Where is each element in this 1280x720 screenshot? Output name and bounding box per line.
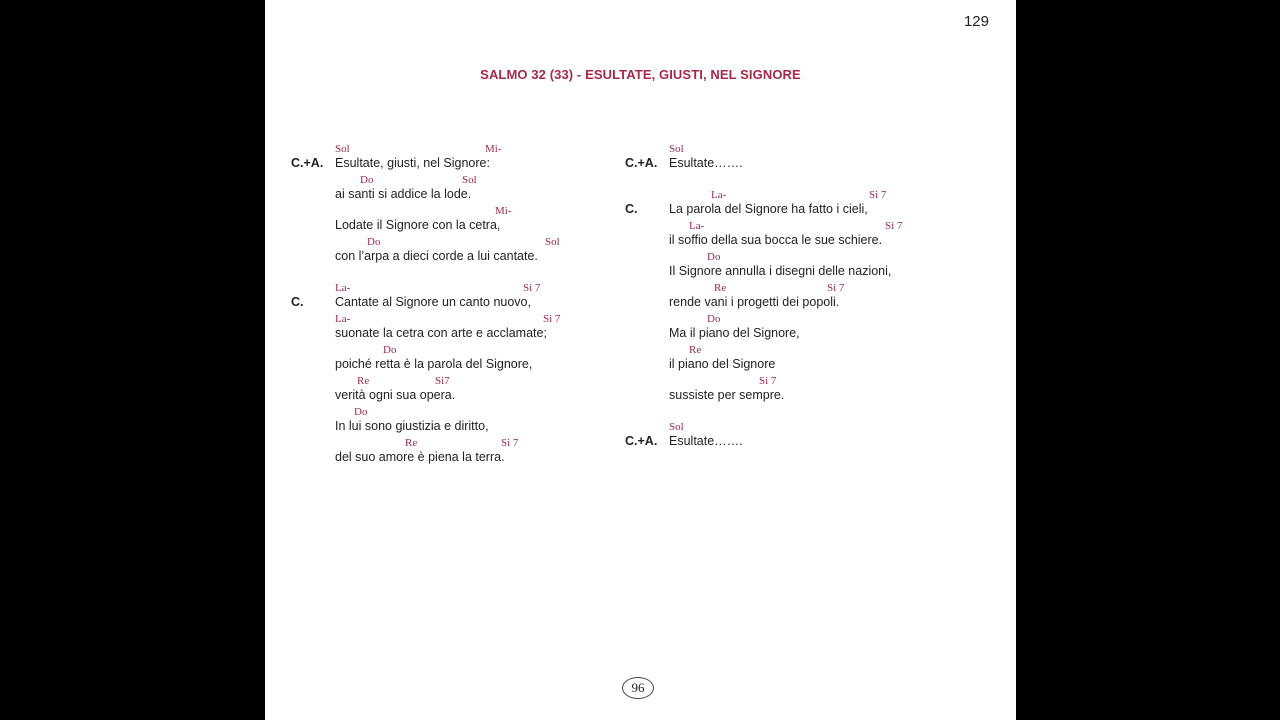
lyric-line <box>291 280 655 311</box>
stanza <box>625 141 999 172</box>
chord-label: Si 7 <box>869 189 887 201</box>
left-column <box>291 141 658 466</box>
lyric-line <box>335 404 655 435</box>
chord-row <box>669 218 999 232</box>
chord-label: Sol <box>669 143 684 155</box>
stanza <box>625 419 999 450</box>
chord-label: La- <box>711 189 727 201</box>
stanza <box>625 187 999 404</box>
chord-label: Do <box>354 406 368 418</box>
lyric-text: In lui sono giustizia e diritto, <box>335 419 489 433</box>
chord-row <box>669 187 999 201</box>
lyric-text: Esultate……. <box>669 434 743 448</box>
lyric-line <box>335 311 655 342</box>
chord-label: Do <box>367 236 381 248</box>
page-number-top: 129 <box>963 13 989 30</box>
chord-label: Do <box>707 313 721 325</box>
chord-row <box>335 342 655 356</box>
lyric-text: sussiste per sempre. <box>669 388 785 402</box>
lyric-text: il soffio della sua bocca le sue schiere. <box>669 233 883 247</box>
lyric-text: Esultate, giusti, nel Signore: <box>335 156 490 170</box>
lyric-line <box>335 434 658 466</box>
chord-row <box>669 141 999 155</box>
song-title: SALMO 32 (33) - ESULTATE, GIUSTI, NEL SIGNORE <box>480 67 801 82</box>
chord-label: Do <box>383 344 397 356</box>
chord-label: Si 7 <box>501 437 519 449</box>
lyric-line <box>625 141 999 172</box>
lyric-text: poiché retta è la parola del Signore, <box>335 357 533 371</box>
singer-role: C.+A. <box>625 156 658 170</box>
chord-row <box>669 342 999 356</box>
singer-role: C. <box>291 295 304 309</box>
lyric-text: suonate la cetra con arte e acclamate; <box>335 326 547 340</box>
lyric-text: Esultate……. <box>669 156 743 170</box>
chord-label: Si 7 <box>523 282 541 294</box>
stanza-gap <box>335 265 655 280</box>
chord-row <box>669 280 999 294</box>
chord-label: Si 7 <box>543 313 561 325</box>
lyric-line <box>669 342 999 373</box>
chord-label: La- <box>335 282 351 294</box>
song-page <box>265 0 1016 720</box>
lyric-text: Lodate il Signore con la cetra, <box>335 218 501 232</box>
chord-label: Sol <box>669 421 684 433</box>
lyric-line <box>625 187 999 218</box>
lyric-text: Il Signore annulla i disegni delle nazioni, <box>669 264 892 278</box>
stanza-gap <box>669 172 999 187</box>
lyric-text: rende vani i progetti dei popoli. <box>669 295 840 309</box>
lyric-line <box>335 342 655 373</box>
chord-row <box>669 419 999 433</box>
chord-label: Si 7 <box>759 375 777 387</box>
chord-label: Si 7 <box>827 282 845 294</box>
chord-label: Si7 <box>435 375 450 387</box>
stanza <box>291 141 658 265</box>
chord-label: Re <box>689 344 702 356</box>
chord-row <box>669 249 999 263</box>
lyric-line <box>669 218 999 249</box>
lyric-text: il piano del Signore <box>669 357 776 371</box>
chord-row <box>335 280 655 294</box>
lyric-line <box>335 203 655 234</box>
chord-row <box>335 141 655 155</box>
chord-row <box>335 172 655 186</box>
lyric-line <box>335 234 655 265</box>
lyric-line <box>669 311 999 342</box>
chord-label: La- <box>689 220 705 232</box>
lyric-text: ai santi si addice la lode. <box>335 187 472 201</box>
lyric-line <box>625 419 999 450</box>
lyric-text: verità ogni sua opera. <box>335 388 456 402</box>
lyric-line <box>335 373 655 404</box>
stanza <box>291 280 658 466</box>
lyric-text: Cantate al Signore un canto nuovo, <box>335 295 531 309</box>
chord-label: Si 7 <box>885 220 903 232</box>
chord-row <box>669 311 999 325</box>
lyric-line <box>335 172 655 203</box>
lyric-text: La parola del Signore ha fatto i cieli, <box>669 202 868 216</box>
chord-label: Re <box>714 282 727 294</box>
right-column <box>625 141 999 450</box>
chord-label: Do <box>360 174 374 186</box>
lyric-line <box>669 280 999 311</box>
chord-label: Re <box>357 375 370 387</box>
chord-label: La- <box>335 313 351 325</box>
chord-row <box>335 203 655 217</box>
lyric-text: del suo amore è piena la terra. <box>335 450 505 464</box>
lyric-line <box>669 373 999 404</box>
chord-row <box>669 373 999 387</box>
chord-label: Re <box>405 437 418 449</box>
chord-label: Sol <box>335 143 350 155</box>
lyric-text: Ma il piano del Signore, <box>669 326 800 340</box>
chord-label: Sol <box>462 174 477 186</box>
chord-label: Do <box>707 251 721 263</box>
chord-label: Sol <box>545 236 560 248</box>
chord-row <box>335 373 655 387</box>
stanza-gap <box>669 404 999 419</box>
chord-row <box>335 434 658 449</box>
chord-row <box>335 404 655 418</box>
chord-label: Mi- <box>495 205 512 217</box>
lyric-text: con l’arpa a dieci corde a lui cantate. <box>335 249 538 263</box>
singer-role: C.+A. <box>625 434 658 448</box>
singer-role: C. <box>625 202 638 216</box>
footer-page-number: 96 <box>622 677 654 699</box>
chord-row <box>335 311 655 325</box>
lyric-line <box>291 141 658 172</box>
chord-label: Mi- <box>485 143 502 155</box>
lyric-line <box>669 249 999 280</box>
singer-role: C.+A. <box>291 156 324 170</box>
chord-row <box>335 234 655 248</box>
